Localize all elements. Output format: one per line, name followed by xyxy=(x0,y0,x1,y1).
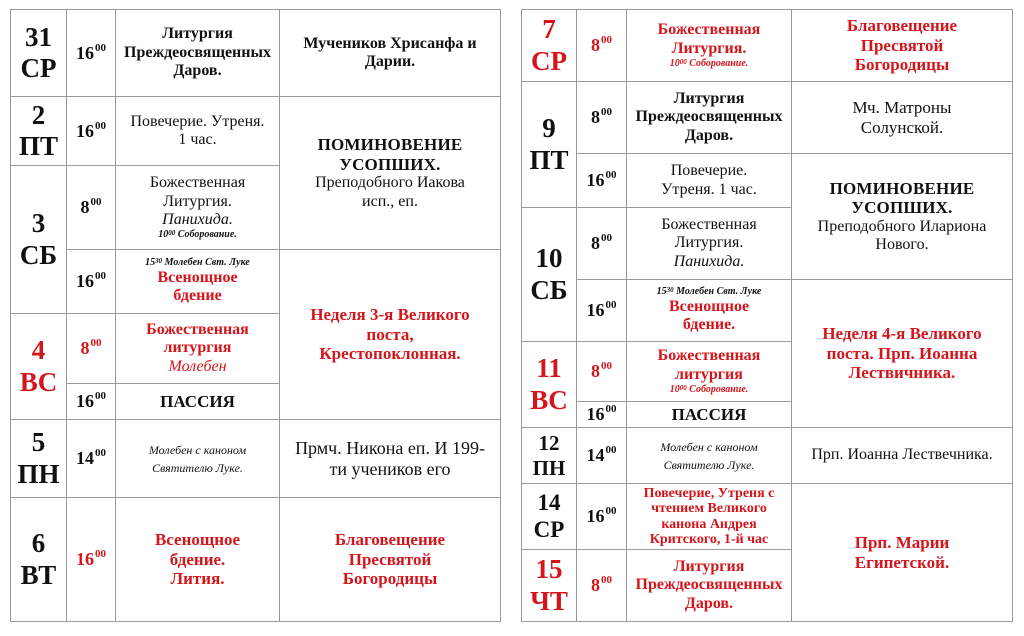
note-minutes: 00 xyxy=(679,58,687,67)
table-row xyxy=(522,428,1013,484)
day-of-week: ПТ xyxy=(18,131,58,161)
time-minutes: 00 xyxy=(601,574,612,587)
service-line: Литургия xyxy=(673,89,745,107)
service-line: канона Андрея xyxy=(661,516,757,532)
service-cell xyxy=(627,82,792,154)
feast-text: Прп. Марии xyxy=(854,532,950,552)
date-cell xyxy=(11,10,67,97)
time-minutes: 00 xyxy=(95,119,106,132)
feast-text: ПОМИНОВЕНИЕ xyxy=(829,178,975,198)
service-cell xyxy=(627,208,792,280)
time-cell xyxy=(577,154,627,208)
service-line: Литургия xyxy=(673,557,745,575)
time-cell xyxy=(67,97,116,166)
day-of-week: ЧТ xyxy=(530,585,568,616)
time-hours: 8 xyxy=(591,35,600,56)
feast-text: Крестопоклонная. xyxy=(319,344,461,364)
note-hours: 10 xyxy=(669,58,680,70)
table-row xyxy=(522,10,1013,82)
day-number: 14 xyxy=(537,490,561,516)
feast-text: Благовещение xyxy=(846,16,958,36)
date-cell xyxy=(522,10,577,82)
note-hours: 10 xyxy=(669,384,680,396)
time-hours: 16 xyxy=(586,170,605,191)
service-line: Святителю Луке. xyxy=(152,460,243,475)
schedule-table-left xyxy=(10,9,501,622)
service-cell xyxy=(627,154,792,208)
day-number: 10 xyxy=(535,243,563,274)
service-line: ПАССИЯ xyxy=(160,391,235,411)
service-line: Литургия. xyxy=(671,39,747,57)
service-cell xyxy=(627,10,792,82)
time-hours: 8 xyxy=(80,338,90,359)
service-line: Повечерие. xyxy=(670,162,748,180)
time-minutes: 00 xyxy=(95,390,106,403)
feast-text: УСОПШИХ. xyxy=(339,154,441,174)
service-line: Лития. xyxy=(170,569,225,589)
table-row xyxy=(522,82,1013,154)
date-cell xyxy=(11,498,67,622)
time-minutes: 00 xyxy=(601,360,612,373)
time-cell xyxy=(577,10,627,82)
time-hours: 8 xyxy=(591,361,600,382)
time-cell xyxy=(67,384,116,420)
note-text: Соборование. xyxy=(686,384,749,396)
table-row xyxy=(11,97,501,166)
service-line: литургия xyxy=(675,365,743,383)
feast-text: Прмч. Никона еп. И 199- xyxy=(295,437,485,458)
service-cell xyxy=(116,420,280,498)
feast-text: Преподобного Иакова xyxy=(315,174,465,192)
service-cell xyxy=(627,428,792,484)
feast-text: поста. Прп. Иоанна xyxy=(826,343,978,363)
time-minutes: 00 xyxy=(605,169,617,182)
time-hours: 16 xyxy=(76,391,94,412)
feast-text: Богородицы xyxy=(342,569,438,589)
note-hours: 15 xyxy=(656,286,667,298)
feast-cell xyxy=(280,10,501,97)
time-hours: 8 xyxy=(80,197,90,218)
feast-text: УСОПШИХ. xyxy=(851,198,953,218)
feast-text: Пресвятой xyxy=(860,35,944,55)
feast-cell xyxy=(792,82,1013,154)
service-cell xyxy=(116,250,280,314)
service-line: Панихида. xyxy=(673,252,745,270)
time-hours: 8 xyxy=(591,575,600,596)
feast-text: Солунской. xyxy=(860,117,944,137)
time-minutes: 00 xyxy=(605,505,617,518)
day-of-week: СБ xyxy=(530,274,568,305)
day-number: 11 xyxy=(536,353,562,384)
feast-cell xyxy=(280,498,501,622)
feast-cell xyxy=(792,280,1013,428)
service-line: Святителю Луке. xyxy=(663,457,755,472)
service-line: Божественная xyxy=(661,215,757,233)
day-number: 31 xyxy=(25,21,52,52)
feast-cell xyxy=(792,10,1013,82)
service-line: Преждеосвященных xyxy=(124,43,271,61)
feast-text: Мч. Матроны xyxy=(852,97,952,117)
schedule-table-right xyxy=(521,9,1013,622)
feast-text: Лествичника. xyxy=(848,363,956,383)
time-minutes: 00 xyxy=(601,232,612,245)
time-minutes: 00 xyxy=(601,34,612,47)
service-line: Даров. xyxy=(684,594,734,612)
service-cell xyxy=(116,10,280,97)
time-cell xyxy=(577,484,627,550)
day-of-week: СР xyxy=(533,516,565,542)
feast-text: ПОМИНОВЕНИЕ xyxy=(317,135,463,155)
service-line: Литургия xyxy=(162,25,233,43)
service-line: Молебен xyxy=(168,357,227,375)
time-hours: 8 xyxy=(591,107,600,128)
feast-cell xyxy=(280,97,501,250)
time-hours: 16 xyxy=(586,506,605,527)
date-cell xyxy=(11,314,67,420)
feast-text: Неделя 4-я Великого xyxy=(822,324,982,344)
service-line: ПАССИЯ xyxy=(671,404,747,424)
time-hours: 16 xyxy=(76,42,94,63)
time-hours: 16 xyxy=(586,300,605,321)
service-line: Божественная xyxy=(149,174,246,192)
day-number: 12 xyxy=(538,431,560,456)
service-cell xyxy=(627,342,792,402)
service-note xyxy=(630,58,788,70)
service-line: Преждеосвященных xyxy=(635,108,783,126)
day-number: 6 xyxy=(31,528,46,559)
note-text: Соборование. xyxy=(175,229,237,241)
service-line: бдение. xyxy=(169,549,226,569)
date-cell xyxy=(522,208,577,342)
time-minutes: 00 xyxy=(95,270,106,283)
service-line: Повечерие. Утреня. xyxy=(130,112,265,130)
time-cell xyxy=(67,250,116,314)
feast-cell xyxy=(280,250,501,420)
feast-text: Пресвятой xyxy=(348,549,432,569)
note-text: Молебен Свт. Луке xyxy=(162,257,250,269)
date-cell xyxy=(522,550,577,622)
time-cell xyxy=(577,550,627,622)
time-cell xyxy=(67,166,116,250)
day-of-week: ПТ xyxy=(529,144,569,175)
day-of-week: ВС xyxy=(530,384,568,415)
time-minutes: 00 xyxy=(95,447,106,460)
service-line: чтением Великого xyxy=(651,501,767,517)
service-line: Литургия. xyxy=(163,192,232,210)
time-cell xyxy=(577,280,627,342)
day-number: 9 xyxy=(542,113,556,144)
time-hours: 16 xyxy=(76,271,94,292)
table-row xyxy=(522,484,1013,550)
service-line: Всенощное xyxy=(157,268,238,286)
note-text: Молебен Свт. Луке xyxy=(673,286,762,298)
time-cell xyxy=(577,402,627,428)
time-hours: 8 xyxy=(591,233,600,254)
time-minutes: 00 xyxy=(95,41,106,54)
service-note xyxy=(119,229,276,241)
time-cell xyxy=(67,314,116,384)
time-cell xyxy=(577,82,627,154)
service-line: Молебен с каноном xyxy=(148,442,247,457)
feast-text: Богородицы xyxy=(854,55,950,75)
day-number: 7 xyxy=(542,14,556,45)
service-cell xyxy=(627,484,792,550)
time-hours: 16 xyxy=(586,404,605,425)
note-hours: 10 xyxy=(158,229,169,241)
service-cell xyxy=(116,498,280,622)
service-line: литургия xyxy=(163,339,232,357)
service-line: 1 час. xyxy=(178,131,217,148)
date-cell xyxy=(11,420,67,498)
time-minutes: 00 xyxy=(601,106,612,119)
time-cell xyxy=(67,420,116,498)
service-line: Панихида. xyxy=(162,210,233,228)
day-of-week: ВС xyxy=(19,366,58,397)
time-minutes: 00 xyxy=(605,403,617,416)
time-cell xyxy=(577,208,627,280)
note-minutes: 00 xyxy=(168,229,176,238)
date-cell xyxy=(11,97,67,166)
service-cell xyxy=(627,402,792,428)
service-cell xyxy=(627,550,792,622)
table-row xyxy=(11,250,501,314)
note-minutes: 00 xyxy=(679,384,687,393)
feast-cell xyxy=(280,420,501,498)
service-line: Молебен с каноном xyxy=(660,439,758,454)
table-row xyxy=(522,154,1013,208)
service-line: Литургия. xyxy=(674,234,744,252)
time-minutes: 00 xyxy=(90,337,102,350)
feast-text: Мучеников Хрисанфа и Дарии. xyxy=(303,34,477,70)
day-of-week: ВТ xyxy=(20,559,57,590)
time-cell xyxy=(67,498,116,622)
feast-text: ти учеников его xyxy=(329,458,451,479)
time-cell xyxy=(577,342,627,402)
table-row xyxy=(11,498,501,622)
feast-text: Прп. Иоанна Лествечника. xyxy=(811,446,993,464)
note-text: Соборование. xyxy=(686,58,749,70)
service-line: Божественная xyxy=(146,320,249,338)
service-line: Всенощное xyxy=(668,297,750,315)
service-cell xyxy=(116,97,280,166)
time-minutes: 00 xyxy=(95,548,106,561)
day-of-week: ПН xyxy=(532,455,566,480)
service-line: бдение. xyxy=(682,316,736,334)
time-hours: 16 xyxy=(76,120,94,141)
date-cell xyxy=(522,484,577,550)
feast-text: поста, xyxy=(366,324,414,344)
table-row xyxy=(11,420,501,498)
date-cell xyxy=(522,428,577,484)
service-line: Божественная xyxy=(657,347,761,365)
day-number: 15 xyxy=(535,554,563,585)
service-note xyxy=(119,257,276,269)
feast-text: Благовещение xyxy=(334,530,446,550)
service-cell xyxy=(627,280,792,342)
feast-cell xyxy=(792,428,1013,484)
service-cell xyxy=(116,166,280,250)
service-line: Повечерие, Утреня с xyxy=(643,485,775,501)
time-minutes: 00 xyxy=(90,196,102,209)
time-cell xyxy=(67,10,116,97)
service-cell xyxy=(116,384,280,420)
feast-cell xyxy=(792,484,1013,622)
time-hours: 14 xyxy=(586,445,605,466)
service-note xyxy=(630,286,788,298)
table-row xyxy=(11,10,501,97)
day-number: 4 xyxy=(31,335,46,366)
service-line: Всенощное xyxy=(154,530,241,550)
time-hours: 16 xyxy=(76,549,94,570)
time-hours: 14 xyxy=(76,448,94,469)
day-number: 3 xyxy=(31,208,46,239)
day-number: 5 xyxy=(31,427,46,458)
note-minutes: 30 xyxy=(666,286,674,295)
day-number: 2 xyxy=(31,99,46,130)
service-line: Утреня. 1 час. xyxy=(661,180,757,198)
service-cell xyxy=(116,314,280,384)
service-note xyxy=(630,384,788,396)
time-minutes: 00 xyxy=(605,444,617,457)
feast-text: Преподобного Илариона xyxy=(817,217,987,235)
time-minutes: 00 xyxy=(605,299,617,312)
feast-text: Неделя 3-я Великого xyxy=(310,305,470,325)
feast-text: исп., еп. xyxy=(362,192,418,210)
table-row xyxy=(522,280,1013,342)
day-of-week: СР xyxy=(20,53,57,83)
service-line: Преждеосвященных xyxy=(635,576,783,594)
feast-text: Египетской. xyxy=(854,552,950,572)
feast-cell xyxy=(792,154,1013,280)
service-line: бдение xyxy=(173,287,222,305)
service-line: Божественная xyxy=(657,21,761,39)
day-of-week: ПН xyxy=(17,458,60,489)
time-cell xyxy=(577,428,627,484)
date-cell xyxy=(522,82,577,208)
date-cell xyxy=(11,166,67,314)
day-of-week: СР xyxy=(531,45,567,76)
service-line: Критского, 1-й час xyxy=(649,531,769,547)
service-line: Даров. xyxy=(684,126,734,144)
feast-text: Нового. xyxy=(875,236,929,254)
date-cell xyxy=(522,342,577,428)
note-hours: 15 xyxy=(145,257,156,269)
day-of-week: СБ xyxy=(19,239,58,270)
note-minutes: 30 xyxy=(155,257,163,266)
service-line: Даров. xyxy=(173,62,222,80)
